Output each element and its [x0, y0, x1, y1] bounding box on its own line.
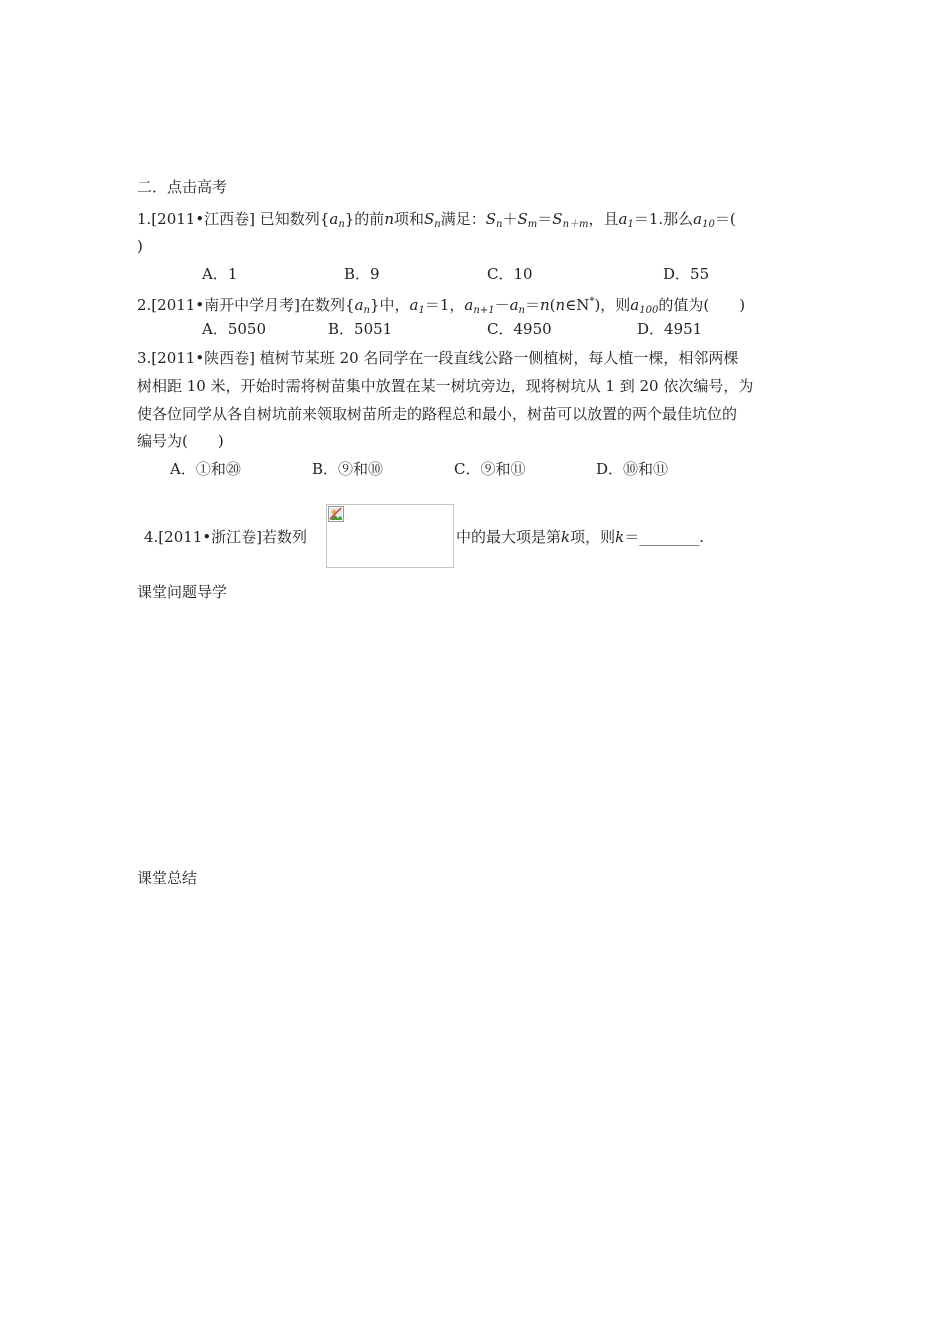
- q1-option-c: C．10: [487, 265, 533, 283]
- question-2-line-1: 2.[2011•南开中学月考]在数列$\{a_n\}$中，$a_1=1$，$a_{n+1}-a_n=n(n\in N^*)$，则$a_{100}$的值为( ): [137, 296, 746, 316]
- q2-option-b: B．5051: [328, 320, 393, 338]
- q2-option-a: A．5050: [202, 320, 267, 338]
- question-1-line-2: ): [137, 237, 143, 255]
- q2-option-d: D．4951: [637, 320, 703, 338]
- q1-option-a: A．1: [202, 265, 238, 283]
- question-3-line-3: 使各位同学从各自树坑前来领取树苗所走的路程总和最小，树苗可以放置的两个最佳坑位的: [137, 405, 738, 423]
- q3-option-d: D．⑩和⑪: [596, 460, 669, 478]
- q1-option-b: B．9: [344, 265, 380, 283]
- section-title: 二．点击高考: [137, 178, 228, 196]
- question-4-suffix: 中的最大项是第k项，则k＝________.: [456, 528, 704, 546]
- question-4-prefix: 4.[2011•浙江卷]若数列: [144, 528, 308, 546]
- question-3-line-1: 3.[2011•陕西卷] 植树节某班 20 名同学在一段直线公路一侧植树，每人植一棵，相邻两棵: [137, 349, 739, 367]
- q1-option-d: D．55: [663, 265, 710, 283]
- question-3-line-4: 编号为( ): [137, 432, 224, 450]
- q3-option-a: A．①和⑳: [170, 460, 241, 478]
- broken-image-icon: [328, 506, 344, 522]
- heading-class-summary: 课堂总结: [137, 869, 198, 887]
- formula-image-placeholder: [326, 504, 454, 568]
- q3-option-c: C．⑨和⑪: [454, 460, 526, 478]
- question-3-line-2: 树相距 10 米，开始时需将树苗集中放置在某一树坑旁边，现将树坑从 1 到 20 依次编号，为: [137, 377, 754, 395]
- question-1-line-1: 1.[2011•江西卷] 已知数列$\{a_n\}$的前n项和$S_n$满足：$S_n+S_m=S_{n+m}$，且$a_1=1$.那么$a_{10}=$(: [137, 210, 736, 230]
- heading-class-questions: 课堂问题导学: [137, 583, 228, 601]
- q3-option-b: B．⑨和⑩: [312, 460, 384, 478]
- q2-option-c: C．4950: [487, 320, 552, 338]
